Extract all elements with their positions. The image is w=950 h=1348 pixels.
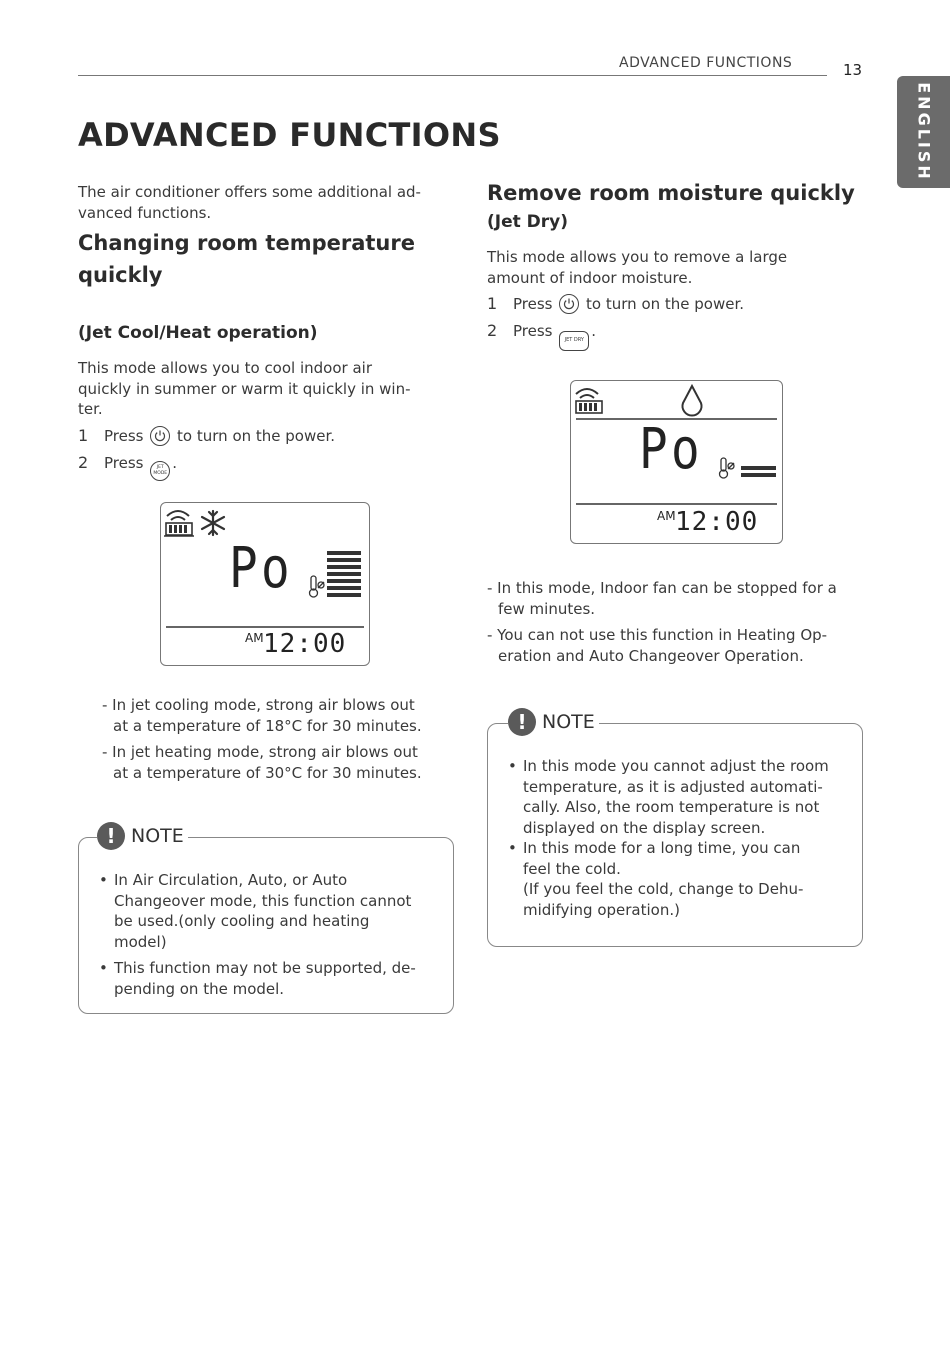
note-label: NOTE bbox=[131, 825, 184, 847]
left-description-line: ter. bbox=[78, 400, 103, 418]
signal-icon bbox=[167, 511, 189, 520]
dash-note-line: - In jet cooling mode, strong air blows out bbox=[102, 696, 415, 714]
water-drop-icon bbox=[683, 386, 702, 416]
language-tab bbox=[897, 76, 950, 188]
battery-icon bbox=[164, 523, 194, 536]
jet-mode-button-icon: JET MODE bbox=[150, 461, 170, 481]
jet-cool-display bbox=[160, 502, 370, 666]
left-step-1 bbox=[78, 425, 335, 447]
power-button-icon bbox=[150, 426, 170, 446]
intro-paragraph bbox=[78, 182, 448, 223]
right-dash-note-2 bbox=[487, 625, 867, 666]
left-heading-line: Changing room temperature bbox=[78, 231, 415, 255]
display-time: 12:00 bbox=[263, 629, 347, 659]
signal-icon bbox=[576, 389, 598, 398]
left-heading bbox=[78, 227, 448, 291]
left-description-line: quickly in summer or warm it quickly in win- bbox=[78, 379, 411, 398]
step-number: 2 bbox=[487, 321, 498, 340]
dash-note-line: at a temperature of 30°C for 30 minutes. bbox=[113, 763, 422, 782]
note-item: • In this mode you cannot adjust the room temperature, as it is adjusted automati- cally. Also, the room temperature is not displayed on the display screen. bbox=[508, 756, 853, 838]
display-time: 12:00 bbox=[675, 507, 759, 537]
note-item: • In this mode for a long time, you can feel the cold. (If you feel the cold, change to Dehu- midifying operation.) bbox=[508, 838, 853, 920]
step-text: to turn on the power. bbox=[177, 427, 336, 445]
right-subheading: (Jet Dry) bbox=[487, 212, 569, 232]
step-number: 2 bbox=[78, 453, 89, 472]
left-description bbox=[78, 358, 448, 420]
page-number: 13 bbox=[843, 61, 863, 79]
snowflake-icon bbox=[202, 511, 224, 535]
note-label: NOTE bbox=[542, 711, 595, 733]
page-title: ADVANCED FUNCTIONS bbox=[78, 116, 501, 154]
dash-note-line: - In this mode, Indoor fan can be stopped for a bbox=[487, 579, 837, 597]
right-description bbox=[487, 247, 857, 288]
intro-line: vanced functions. bbox=[78, 203, 212, 222]
left-dash-note-1 bbox=[102, 695, 452, 736]
step-text: Press bbox=[104, 454, 144, 472]
step-text: Press bbox=[104, 427, 144, 445]
right-heading: Remove room moisture quickly bbox=[487, 181, 855, 205]
dash-note-line: - You can not use this function in Heating Op- bbox=[487, 626, 828, 644]
dash-note-line: few minutes. bbox=[498, 599, 596, 618]
jet-dry-display bbox=[570, 380, 783, 544]
thermometer-icon bbox=[720, 458, 735, 478]
fan-speed-bars-icon bbox=[327, 551, 361, 597]
step-text: . bbox=[172, 454, 178, 472]
right-note-list bbox=[508, 756, 853, 920]
right-dash-note-1 bbox=[487, 578, 867, 619]
left-note-box bbox=[78, 824, 454, 1014]
right-description-line: This mode allows you to remove a large bbox=[487, 248, 788, 266]
display-mode-text: Po bbox=[229, 536, 294, 601]
step-text: Press bbox=[513, 322, 553, 340]
display-mode-text: Po bbox=[639, 417, 704, 482]
header-rule bbox=[78, 75, 827, 76]
step-text: Press bbox=[513, 295, 553, 313]
dash-note-line: eration and Auto Changeover Operation. bbox=[498, 646, 804, 665]
left-note-list bbox=[99, 870, 444, 999]
power-button-icon bbox=[559, 294, 579, 314]
left-subheading: (Jet Cool/Heat operation) bbox=[78, 323, 318, 343]
note-item: • In Air Circulation, Auto, or Auto Changeover mode, this function cannot be used.(only cooling and heating model) bbox=[99, 870, 444, 952]
thermometer-icon bbox=[310, 576, 325, 597]
step-number: 1 bbox=[78, 426, 89, 445]
battery-icon bbox=[576, 401, 602, 413]
running-header-title: ADVANCED FUNCTIONS bbox=[619, 55, 793, 71]
exclamation-icon: ! bbox=[508, 708, 536, 736]
note-item: • This function may not be supported, de- pending on the model. bbox=[99, 958, 444, 999]
left-step-2 bbox=[78, 452, 177, 481]
right-note-box bbox=[487, 710, 863, 947]
right-step-1 bbox=[487, 293, 744, 315]
intro-line: The air conditioner offers some additional ad- bbox=[78, 183, 421, 201]
fan-speed-bars-icon bbox=[741, 466, 776, 477]
note-header bbox=[97, 822, 188, 850]
step-text: to turn on the power. bbox=[586, 295, 745, 313]
language-tab-label: ENGLISH bbox=[914, 82, 933, 182]
step-text: . bbox=[591, 322, 597, 340]
exclamation-icon: ! bbox=[97, 822, 125, 850]
left-heading-line: quickly bbox=[78, 263, 163, 287]
dash-note-line: - In jet heating mode, strong air blows out bbox=[102, 743, 418, 761]
display-am: AM bbox=[657, 509, 676, 523]
right-step-2 bbox=[487, 320, 596, 351]
left-dash-note-2 bbox=[102, 742, 452, 783]
left-description-line: This mode allows you to cool indoor air bbox=[78, 359, 372, 377]
jet-dry-button-icon: JET DRY bbox=[559, 331, 589, 351]
right-description-line: amount of indoor moisture. bbox=[487, 268, 693, 287]
dash-note-line: at a temperature of 18°C for 30 minutes. bbox=[113, 716, 422, 735]
step-number: 1 bbox=[487, 294, 498, 313]
display-am: AM bbox=[245, 631, 264, 645]
note-header bbox=[508, 708, 599, 736]
